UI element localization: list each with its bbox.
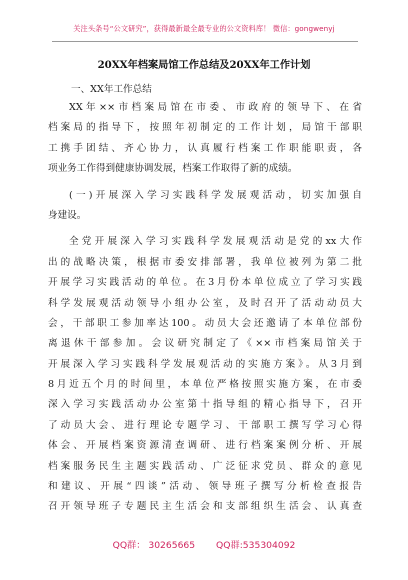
document-title: 20XX年档案局馆工作总结及20XX年工作计划	[97, 59, 311, 71]
document-body	[48, 98, 362, 518]
paragraph-line: 科学发展观活动领导小组办公室，及时召开了活动动员大	[48, 297, 362, 309]
paragraph-line: 离退休干部参加。会议研究制定了《××市档案局馆关于	[48, 338, 362, 350]
paragraph-line: 开展学习实践活动的单位。在3月份本单位成立了学习实践	[48, 277, 362, 289]
paragraph-line: 出的战略决策，根据市委安排部署，我单位被列为第二批	[48, 256, 362, 268]
paragraph-line: 8月近五个月的时间里，本单位严格按照实施方案，在市委	[48, 379, 362, 391]
paragraph-line: 档案服务民生主题实践活动、广泛征求党员、群众的意见	[48, 460, 362, 472]
paragraph-line: (一)开展深入学习实践科学发展观活动，切实加强自	[69, 189, 362, 201]
paragraph-line: 项业务工作得到健康协调发展，档案工作取得了新的成绩。	[48, 163, 298, 175]
paragraph-line: 深入学习实践活动办公室第十指导组的精心指导下，召开	[48, 399, 362, 411]
paragraph-line: 召开领导班子专题民主生活会和支部组织生活会、认真查	[48, 501, 362, 513]
paragraph-2	[48, 186, 362, 227]
paragraph-line: 和建议、开展“四谈”活动、领导班子撰写分析检查报告	[48, 481, 362, 493]
header-banner: 关注头条号“公文研究”，获得最新最全最专业的公文资料库！ 微信：gongwenyj	[73, 24, 335, 33]
paragraph-line: 体会、开展档案资源清查调研、进行档案案例分析、开展	[48, 440, 362, 452]
paragraph-line: 全党开展深入学习实践科学发展观活动是党的xx大作	[69, 236, 362, 248]
footer-contact	[0, 537, 408, 551]
paragraph-3	[48, 232, 362, 517]
section-heading: 一、XX年工作总结	[71, 84, 152, 95]
paragraph-line: 档案局的指导下，按照年初制定的工作计划，局馆干部职	[48, 122, 362, 134]
footer-qq-group-2: QQ群:535304092	[216, 540, 296, 551]
paragraph-line: 工携手团结、齐心协力，认真履行档案工作职能职责，各	[48, 142, 362, 154]
header-divider	[52, 41, 358, 42]
paragraph-line: 会，干部职工参加率达100。动员大会还邀请了本单位部份	[48, 317, 362, 329]
paragraph-1	[48, 98, 362, 180]
footer-qq-group-1: QQ群： 30265665	[112, 540, 196, 551]
paragraph-line: 开展深入学习实践科学发展观活动的实施方案》。从3月到	[48, 358, 362, 370]
paragraph-line: XX年××市档案局馆在市委、市政府的领导下、在省	[69, 102, 362, 113]
paragraph-line: 身建设。	[48, 209, 87, 221]
paragraph-line: 了动员大会、进行理论专题学习、干部职工撰写学习心得	[48, 419, 362, 431]
